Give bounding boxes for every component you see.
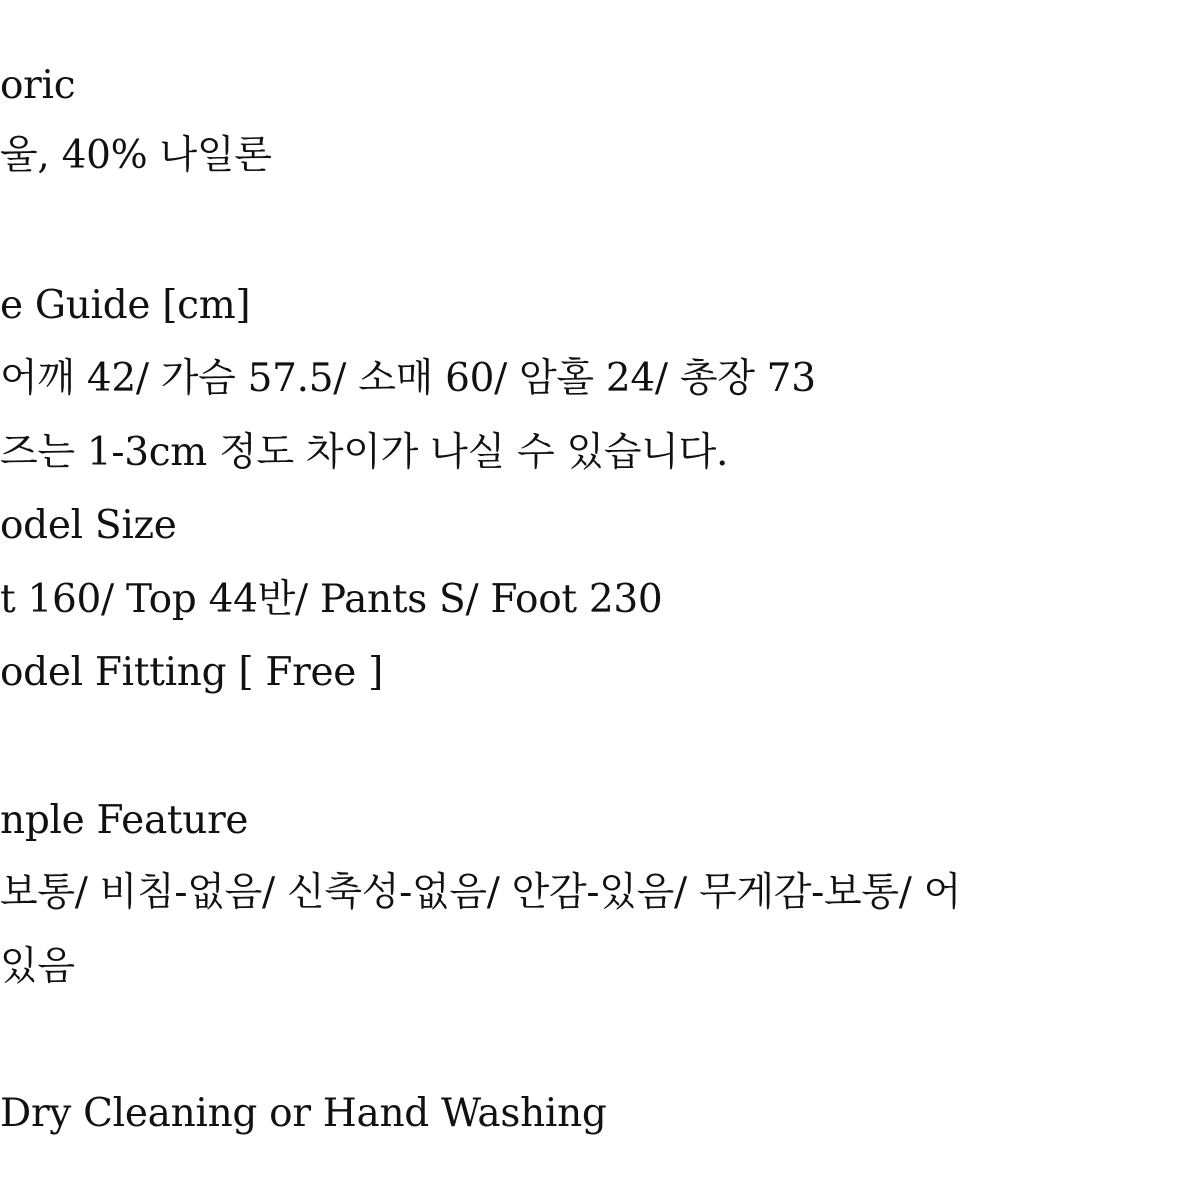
care-instructions: Dry Cleaning or Hand Washing	[0, 1091, 607, 1136]
fabric-heading: oric	[0, 63, 76, 108]
size-guide-measurements: 어깨 42/ 가슴 57.5/ 소매 60/ 암홀 24/ 총장 73	[0, 356, 816, 401]
model-size-values: t 160/ Top 44반/ Pants S/ Foot 230	[0, 577, 663, 622]
model-fitting: odel Fitting [ Free ]	[0, 650, 384, 695]
sample-feature-heading: nple Feature	[0, 798, 249, 843]
size-guide-heading: e Guide [cm]	[0, 283, 251, 328]
size-guide-note: 즈는 1-3cm 정도 차이가 나실 수 있습니다.	[0, 430, 729, 475]
sample-feature-continued: 있음	[0, 944, 75, 989]
fabric-composition: 울, 40% 나일론	[0, 133, 272, 178]
sample-feature-values: 보통/ 비침-없음/ 신축성-없음/ 안감-있음/ 무게감-보통/ 어	[0, 870, 962, 915]
model-size-heading: odel Size	[0, 503, 177, 548]
